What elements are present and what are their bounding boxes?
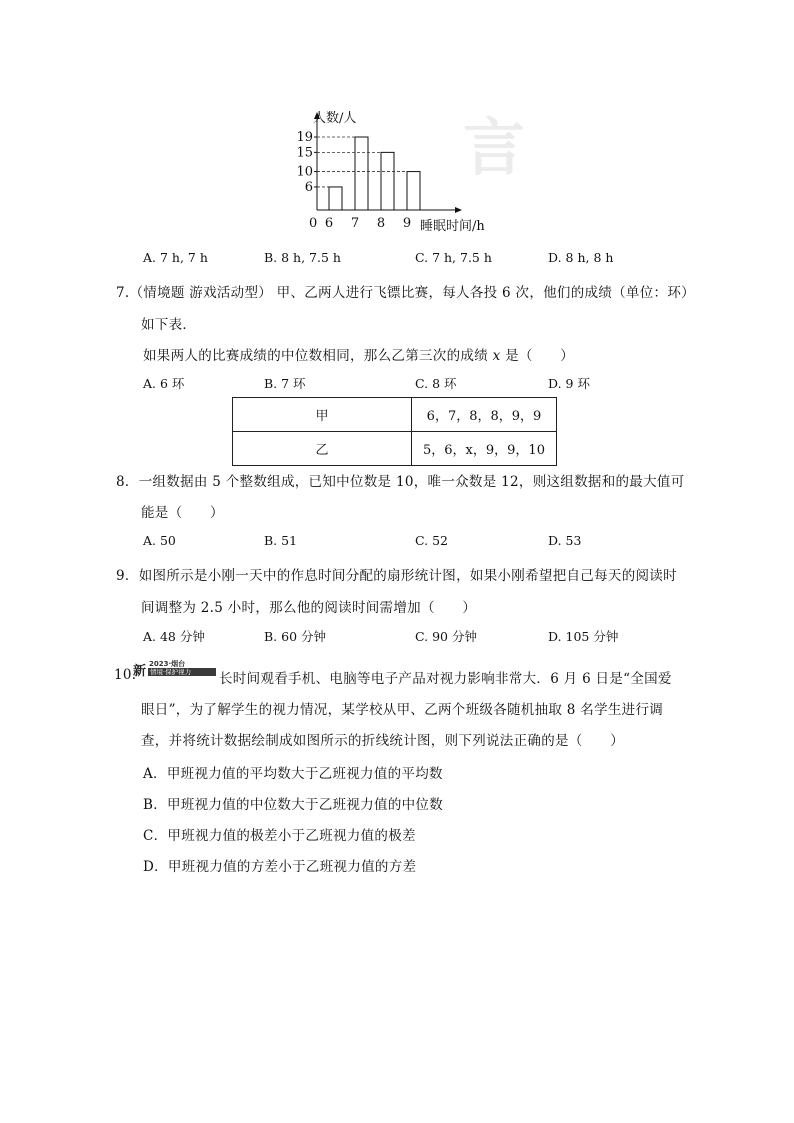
- table-row: [233, 432, 557, 466]
- source-badge: [133, 659, 217, 679]
- q10-option-a: A．甲班视力值的平均数大于乙班视力值的平均数: [143, 766, 443, 782]
- q9-stem-line1: 9．如图所示是小刚一天中的作息时间分配的扇形统计图，如果小刚希望把自己每天的阅读时: [116, 568, 677, 584]
- table-row: [233, 398, 557, 432]
- histogram-bar: [381, 152, 394, 210]
- q10-stem-line2: 眼日”，为了解学生的视力情况，某学校从甲、乙两个班级各随机抽取 8 名学生进行调: [141, 702, 664, 718]
- q10-stem-line3: 查，并将统计数据绘制成如图所示的折线统计图，则下列说法正确的是（ ）: [141, 733, 624, 749]
- player-name-yi: 乙: [233, 432, 412, 466]
- y-axis-label: 人数/人: [313, 111, 357, 126]
- watermark: 言: [463, 111, 526, 184]
- q10-number: 10.: [114, 667, 137, 683]
- q8-option-c: C. 52: [415, 533, 448, 548]
- y-tick-label: 10: [296, 164, 313, 180]
- x-tick-label: 9: [402, 216, 412, 231]
- q7-stem-line2: 如下表．: [141, 317, 197, 333]
- q10-option-c: C．甲班视力值的极差小于乙班视力值的极差: [143, 828, 416, 844]
- q7-option-c: C. 8 环: [415, 376, 457, 391]
- x-tick-label: 7: [350, 216, 360, 231]
- y-tick-label: 15: [296, 145, 313, 161]
- q8-option-a: A. 50: [143, 533, 176, 548]
- q6-option-b: B. 8 h, 7.5 h: [264, 250, 341, 265]
- player-scores-yi: 5，6，x，9，9，10: [412, 432, 557, 466]
- q7-stem-line1: 7.（情境题 游戏活动型） 甲、乙两人进行飞镖比赛，每人各投 6 次，他们的成绩（单位：环）: [116, 285, 695, 301]
- x-tick-label: 8: [376, 216, 386, 231]
- q8-stem-line1: 8．一组数据由 5 个整数组成，已知中位数是 10，唯一众数是 12，则这组数据和的最大值可: [116, 474, 685, 490]
- x-axis-label: 睡眠时间/h: [420, 219, 485, 234]
- x-tick-label: 6: [324, 216, 334, 231]
- histogram-bar: [407, 172, 420, 210]
- y-tick-label: 19: [296, 130, 313, 145]
- x-axis-arrow: [455, 207, 462, 213]
- q6-option-a: A. 7 h, 7 h: [143, 250, 208, 265]
- q8-option-d: D. 53: [548, 533, 582, 548]
- q10-option-d: D．甲班视力值的方差小于乙班视力值的方差: [143, 859, 417, 875]
- q10-option-b: B．甲班视力值的中位数大于乙班视力值的中位数: [143, 797, 444, 813]
- q6-option-d: D. 8 h, 8 h: [548, 250, 614, 265]
- q7-option-b: B. 7 环: [264, 376, 306, 391]
- q7-option-d: D. 9 环: [548, 376, 590, 391]
- badge-year-city: 2023·烟台: [149, 660, 186, 668]
- histogram-bar: [329, 187, 342, 210]
- q9-stem-line2: 间调整为 2.5 小时，那么他的阅读时间需增加（ ）: [141, 600, 477, 616]
- histogram-bar: [355, 137, 368, 210]
- sleep-time-histogram: [290, 100, 520, 240]
- q7-stem-line3-post: 是（ ）: [500, 348, 575, 364]
- q9-option-d: D. 105 分钟: [548, 629, 619, 644]
- origin-label: 0: [309, 216, 318, 231]
- badge-new-char: 新: [133, 664, 147, 679]
- q8-stem-line2: 能是（ ）: [141, 505, 224, 521]
- q8-option-b: B. 51: [264, 533, 298, 548]
- q7-stem-line3-pre: 如果两人的比赛成绩的中位数相同，那么乙第三次的成绩: [143, 348, 493, 364]
- q7-option-a: A. 6 环: [143, 376, 185, 391]
- q9-option-b: B. 60 分钟: [264, 629, 327, 644]
- player-scores-jia: 6，7，8，8，9，9: [412, 398, 557, 432]
- badge-strip: 情境·保护视力: [148, 668, 216, 676]
- player-name-jia: 甲: [233, 398, 412, 432]
- score-table: [232, 397, 557, 466]
- y-tick-label: 6: [304, 179, 313, 195]
- q9-option-c: C. 90 分钟: [415, 629, 477, 644]
- q7-variable: x: [492, 348, 501, 364]
- q6-option-c: C. 7 h, 7.5 h: [415, 250, 492, 265]
- q9-option-a: A. 48 分钟: [143, 629, 205, 644]
- q7-stem-line3: [143, 344, 574, 364]
- q10-stem-line1: 长时间观看手机、电脑等电子产品对视力影响非常大．6 月 6 日是“全国爱: [219, 671, 672, 687]
